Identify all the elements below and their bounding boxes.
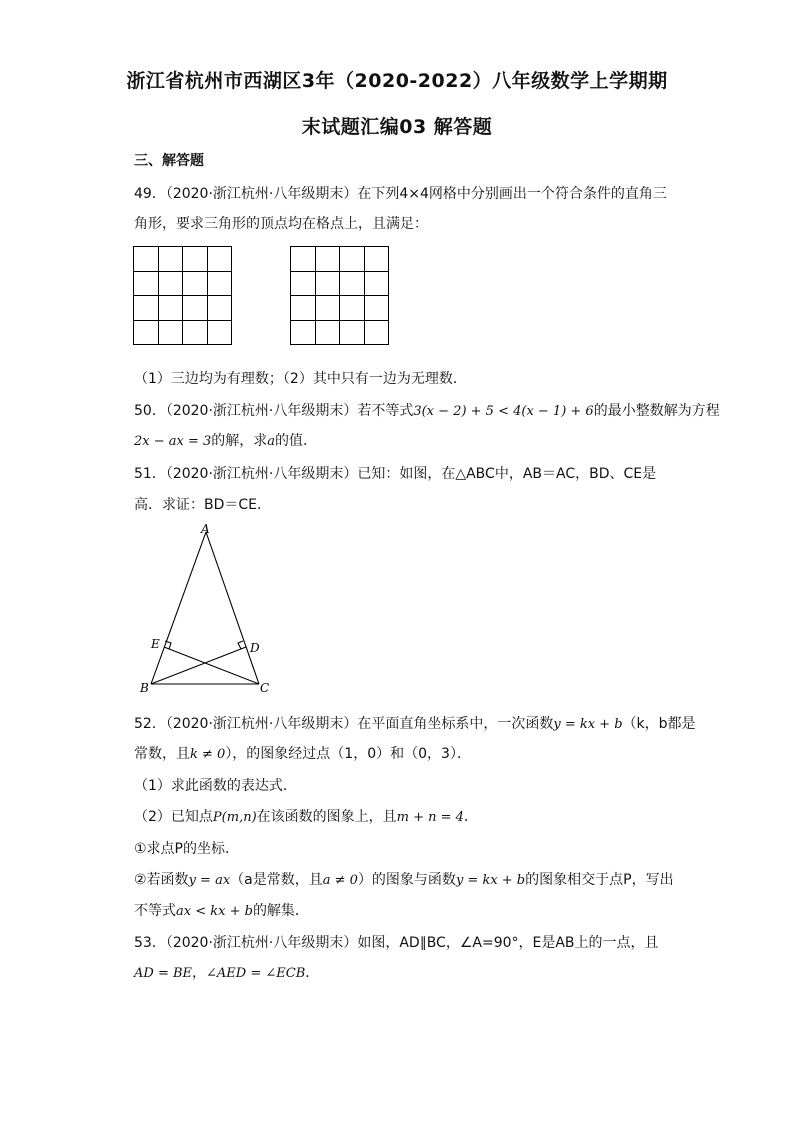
q52-p2-prefix: ②若函数 xyxy=(134,872,189,888)
grid-4x4-right xyxy=(290,246,389,345)
q50-line2 xyxy=(134,430,317,450)
label-A: A xyxy=(201,522,210,536)
q52-sub2-prefix: （2）已知点 xyxy=(134,809,213,825)
q52-p3-suffix: 的解集． xyxy=(252,903,309,919)
q50-prefix: 50．（2020·浙江杭州·八年级期末）若不等式 xyxy=(134,403,414,419)
q52-p3-ineq: ax < kx + b xyxy=(176,904,253,919)
q52-sub2-end: ． xyxy=(463,809,478,825)
q53-line2 xyxy=(134,962,319,982)
triangle-figure xyxy=(134,522,284,700)
label-C: C xyxy=(260,681,270,695)
q50-equation: 2x − ax = 3 xyxy=(134,434,212,449)
label-E: E xyxy=(151,637,160,651)
q52-sum-eq: m + n = 4 xyxy=(396,810,464,825)
q53-end: ． xyxy=(305,965,320,981)
q52-p3-prefix: 不等式 xyxy=(134,903,176,919)
q52-suffix: （k，b都是 xyxy=(622,716,696,732)
q51-line2: 高．求证：BD＝CE． xyxy=(134,497,272,513)
q52-point: P(m,n) xyxy=(212,810,257,825)
q52-l2-suffix: ），的图象经过点（1，0）和（0，3）． xyxy=(225,746,471,762)
q53-eq1: AD = BE xyxy=(134,966,193,981)
q52-p2-mid2: ）的图象与函数 xyxy=(357,872,456,888)
q50-var: a xyxy=(267,434,276,449)
doc-title-line2: 末试题汇编03 解答题 xyxy=(301,116,493,138)
grid-4x4-left xyxy=(133,246,232,345)
section-heading: 三、解答题 xyxy=(134,153,204,169)
q52-l2-prefix: 常数，且 xyxy=(134,746,190,762)
q53-line1: 53．（2020·浙江杭州·八年级期末）如图，AD∥BC，∠A=90°，E是AB上的一点，且 xyxy=(134,935,659,951)
q49-conditions: （1）三边均为有理数；（2）其中只有一边为无理数． xyxy=(134,371,467,387)
label-D: D xyxy=(250,641,260,655)
q52-line1 xyxy=(134,713,696,733)
q49-line2: 角形，要求三角形的顶点均在格点上，且满足： xyxy=(134,216,428,232)
q52-p2-mid: （a是常数，且 xyxy=(230,872,323,888)
q50-line1 xyxy=(134,400,720,420)
altitude-BD xyxy=(151,647,246,684)
q52-p2-suffix: 的图象相交于点P，写出 xyxy=(525,872,674,888)
q51-line1: 51．（2020·浙江杭州·八年级期末）已知：如图，在△ABC中，AB＝AC，BD、CE是 xyxy=(134,466,657,482)
q52-p2-func2: y = kx + b xyxy=(455,873,526,888)
q50-inequality: 3(x − 2) + 5 < 4(x − 1) + 6 xyxy=(413,404,594,419)
q52-part1: ①求点P的坐标． xyxy=(134,841,239,857)
q52-condition: k ≠ 0 xyxy=(190,747,226,762)
q52-sub2 xyxy=(134,806,478,826)
q52-p2-func: y = ax xyxy=(188,873,231,888)
q49-line1: 49．（2020·浙江杭州·八年级期末）在下列4×4网格中分别画出一个符合条件的直角三 xyxy=(134,186,667,202)
q52-p2-cond: a ≠ 0 xyxy=(322,873,358,888)
q52-function: y = kx + b xyxy=(553,717,623,732)
q52-part3 xyxy=(134,900,309,920)
q50-end: 的值． xyxy=(275,433,318,449)
altitude-CE xyxy=(164,647,259,684)
q50-suffix: 的最小整数解为方程 xyxy=(593,403,720,419)
q52-line2 xyxy=(134,743,471,763)
q52-sub1: （1）求此函数的表达式． xyxy=(134,778,297,794)
q50-tail: 的解，求 xyxy=(211,433,268,449)
q53-eq2: ∠AED = ∠ECB xyxy=(206,966,306,981)
doc-title-line1: 浙江省杭州市西湖区3年（2020-2022）八年级数学上学期期 xyxy=(126,70,668,92)
right-angle-mark-D xyxy=(238,641,243,649)
q52-prefix: 52．（2020·浙江杭州·八年级期末）在平面直角坐标系中，一次函数 xyxy=(134,716,554,732)
side-AC xyxy=(206,532,259,684)
label-B: B xyxy=(140,681,149,695)
side-AB xyxy=(151,532,206,684)
q52-part2 xyxy=(134,869,674,889)
q52-sub2-mid: 在该函数的图象上，且 xyxy=(256,809,397,825)
q53-sep: ， xyxy=(192,965,207,981)
